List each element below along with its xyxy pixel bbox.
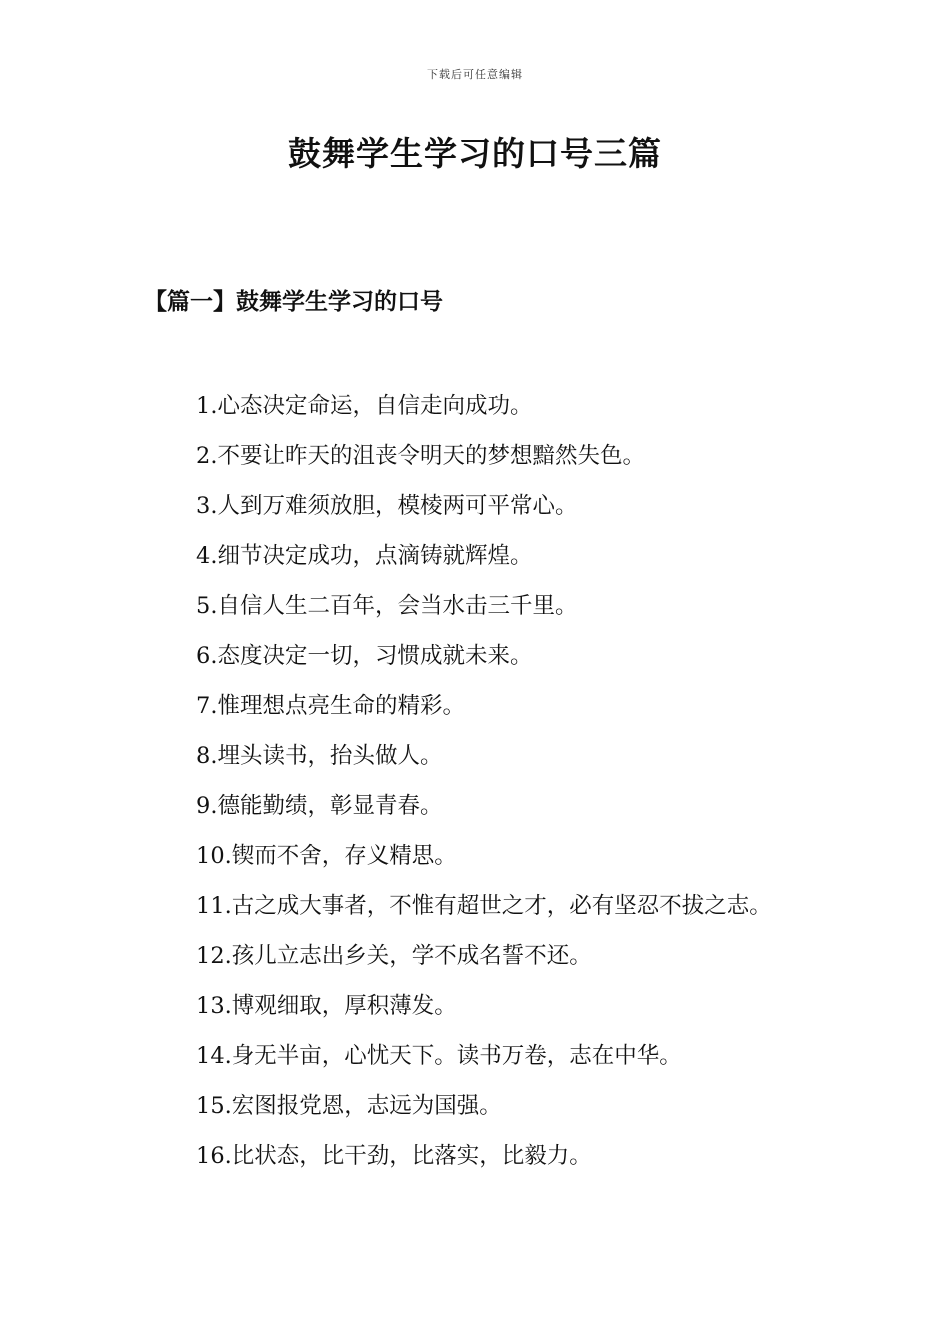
list-item: 7.惟理想点亮生命的精彩。 (196, 693, 465, 719)
list-item: 3.人到万难须放胆，模棱两可平常心。 (196, 493, 578, 519)
list-item: 4.细节决定成功，点滴铸就辉煌。 (196, 543, 533, 569)
header-note: 下载后可任意编辑 (427, 68, 523, 81)
list-item: 2.不要让昨天的沮丧令明天的梦想黯然失色。 (196, 443, 645, 469)
list-item: 11.古之成大事者，不惟有超世之才，必有坚忍不拔之志。 (196, 893, 772, 919)
list-item: 6.态度决定一切，习惯成就未来。 (196, 643, 533, 669)
list-item: 15.宏图报党恩，志远为国强。 (196, 1093, 502, 1119)
document-title: 鼓舞学生学习的口号三篇 (288, 134, 662, 173)
list-item: 14.身无半亩，心忧天下。读书万卷，志在中华。 (196, 1043, 682, 1069)
list-item: 1.心态决定命运，自信走向成功。 (196, 393, 533, 419)
list-item: 10.锲而不舍，存义精思。 (196, 843, 457, 869)
list-item: 9.德能勤绩，彰显青春。 (196, 793, 443, 819)
slogan-list (144, 381, 814, 1181)
list-item: 12.孩儿立志出乡关，学不成名誓不还。 (196, 943, 592, 969)
list-item: 16.比状态，比干劲，比落实，比毅力。 (196, 1143, 592, 1169)
list-item: 5.自信人生二百年，会当水击三千里。 (196, 593, 578, 619)
list-item: 8.埋头读书，抬头做人。 (196, 743, 443, 769)
list-item: 13.博观细取，厚积薄发。 (196, 993, 457, 1019)
section-heading: 【篇一】鼓舞学生学习的口号 (144, 288, 443, 315)
